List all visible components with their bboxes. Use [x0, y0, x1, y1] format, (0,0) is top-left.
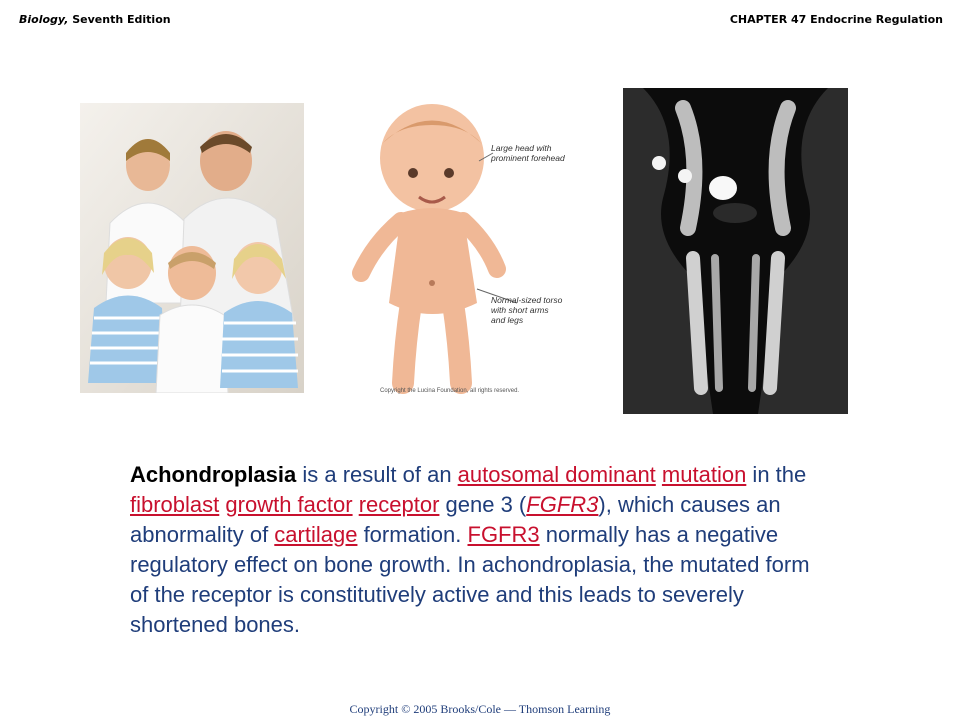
- link-autosomal-dominant[interactable]: autosomal dominant: [457, 462, 656, 487]
- family-photo: [80, 103, 304, 393]
- text-segment: ), which causes an abnormality of: [130, 492, 781, 547]
- book-title-header: [19, 13, 171, 26]
- text-segment: formation.: [357, 522, 468, 547]
- xray-image: [623, 88, 848, 414]
- label-line: prominent forehead: [491, 153, 565, 163]
- link-receptor[interactable]: receptor: [358, 492, 440, 517]
- achondroplasia-description: [130, 460, 810, 640]
- label-line: Large head with: [491, 143, 552, 153]
- link-cartilage[interactable]: cartilage: [274, 522, 358, 547]
- infant-copyright: Copyright the Lucina Foundation, all rights reserved.: [380, 388, 520, 394]
- text-segment: gene 3 (: [439, 492, 527, 517]
- label-line: Normal-sized torso: [491, 295, 563, 305]
- text-segment: is a result of an: [296, 462, 458, 487]
- footer-copyright: Copyright © 2005 Brooks/Cole — Thomson Learning: [349, 702, 611, 716]
- link-fgfr3[interactable]: FGFR3: [467, 522, 540, 547]
- edition: Seventh Edition: [68, 13, 171, 26]
- term-achondroplasia: Achondroplasia: [130, 462, 297, 487]
- text-segment: in the: [746, 462, 807, 487]
- link-fgfr3-gene[interactable]: FGFR3: [526, 492, 599, 517]
- label-large-head: [491, 143, 565, 163]
- link-fibroblast[interactable]: fibroblast: [130, 492, 220, 517]
- link-growth-factor[interactable]: growth factor: [225, 492, 353, 517]
- label-normal-torso: [491, 295, 562, 325]
- link-mutation[interactable]: mutation: [661, 462, 747, 487]
- label-line: with short arms: [491, 305, 549, 315]
- text-segment: normally has a negative regulatory effect on bone growth. In achondroplasia, the mutated form of the receptor is constitutively active and this leads to severely shortened bones.: [130, 522, 810, 637]
- label-line: and legs: [491, 315, 524, 325]
- chapter-header: CHAPTER 47 Endocrine Regulation: [729, 13, 943, 26]
- book-title: Biology,: [19, 13, 69, 26]
